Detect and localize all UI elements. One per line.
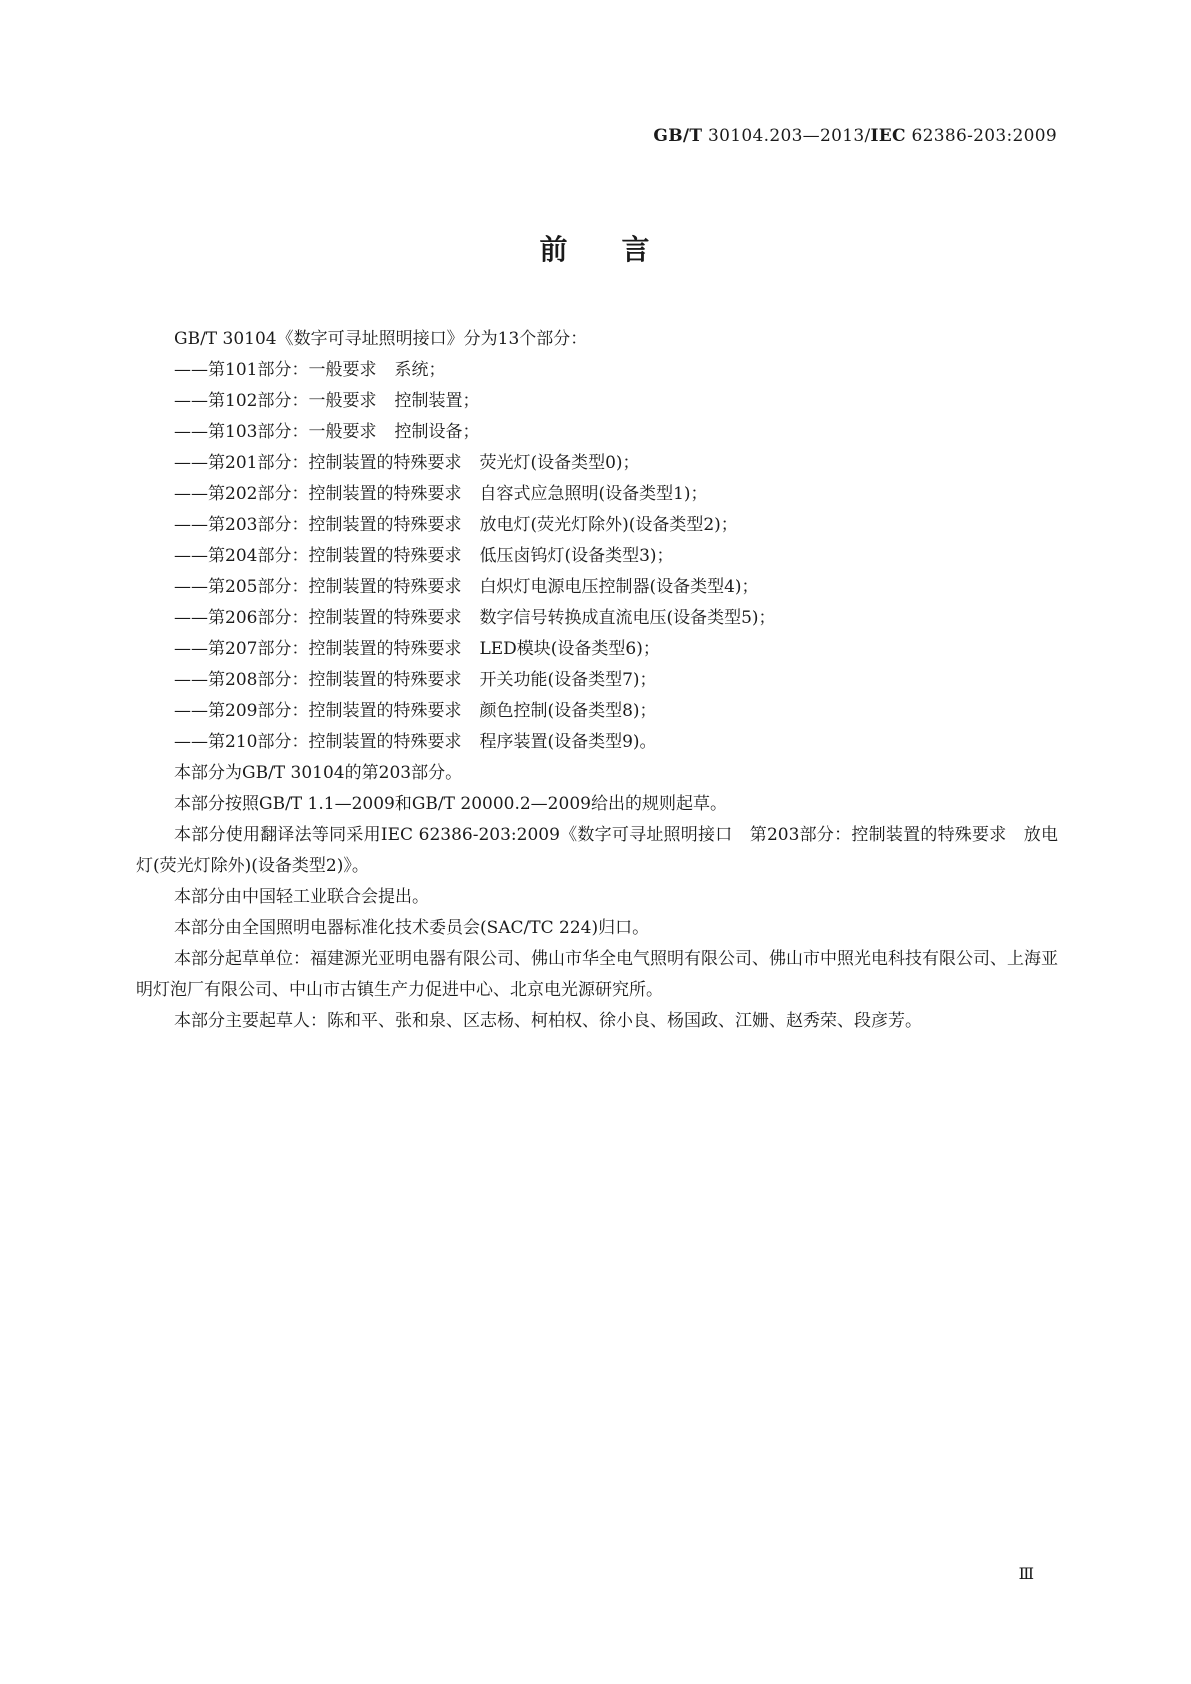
foreword-body xyxy=(136,324,1058,1037)
part-prefix: ——第103部分：一般要求 xyxy=(174,422,377,442)
paragraph-part-number: 本部分为GB/T 30104的第203部分。 xyxy=(174,763,463,783)
part-name: 白炽灯电源电压控制器(设备类型4)； xyxy=(479,577,759,597)
page-title xyxy=(0,228,1191,268)
part-item-210 xyxy=(136,727,1058,758)
paragraph-drafting-units: 本部分起草单位：福建源光亚明电器有限公司、佛山市华全电气照明有限公司、佛山市中照光电科技有限公司、上海亚明灯泡厂有限公司、中山市古镇生产力促进中心、北京电光源研究所。 xyxy=(136,949,1058,1000)
part-prefix: ——第210部分：控制装置的特殊要求 xyxy=(174,732,462,752)
part-name: 荧光灯(设备类型0)； xyxy=(479,453,640,473)
part-item-204 xyxy=(136,541,1058,572)
intro-line: GB/T 30104《数字可寻址照明接口》分为13个部分： xyxy=(174,329,588,349)
part-item-206 xyxy=(136,603,1058,634)
part-name: 系统； xyxy=(394,360,446,380)
part-prefix: ——第202部分：控制装置的特殊要求 xyxy=(174,484,462,504)
code-iec-main: 62386-203:2009 xyxy=(905,126,1057,146)
code-main: 30104.203—2013/ xyxy=(702,126,871,146)
part-item-205 xyxy=(136,572,1058,603)
part-name: 低压卤钨灯(设备类型3)； xyxy=(479,546,674,566)
part-prefix: ——第203部分：控制装置的特殊要求 xyxy=(174,515,462,535)
part-name: 开关功能(设备类型7)； xyxy=(479,670,657,690)
paragraph-drafting-rules: 本部分按照GB/T 1.1—2009和GB/T 20000.2—2009给出的规则起草。 xyxy=(174,794,727,814)
part-name: 程序装置(设备类型9)。 xyxy=(479,732,657,752)
part-prefix: ——第102部分：一般要求 xyxy=(174,391,377,411)
part-name: 数字信号转换成直流电压(设备类型5)； xyxy=(479,608,776,628)
part-item-101 xyxy=(136,355,1058,386)
part-prefix: ——第206部分：控制装置的特殊要求 xyxy=(174,608,462,628)
part-prefix: ——第205部分：控制装置的特殊要求 xyxy=(174,577,462,597)
code-prefix: GB/T xyxy=(653,126,703,146)
paragraph-drafters: 本部分主要起草人：陈和平、张和泉、区志杨、柯柏权、徐小良、杨国政、江姗、赵秀荣、段彦芳。 xyxy=(174,1011,922,1031)
part-prefix: ——第101部分：一般要求 xyxy=(174,360,377,380)
part-prefix: ——第201部分：控制装置的特殊要求 xyxy=(174,453,462,473)
part-item-102 xyxy=(136,386,1058,417)
part-name: 控制装置； xyxy=(394,391,480,411)
part-item-209 xyxy=(136,696,1058,727)
part-name: LED模块(设备类型6)； xyxy=(479,639,660,659)
part-name: 自容式应急照明(设备类型1)； xyxy=(479,484,708,504)
part-name: 颜色控制(设备类型8)； xyxy=(479,701,657,721)
title-char-2: 言 xyxy=(621,233,652,266)
part-name: 放电灯(荧光灯除外)(设备类型2)； xyxy=(479,515,738,535)
part-item-203 xyxy=(136,510,1058,541)
code-iec-prefix: IEC xyxy=(870,126,906,146)
part-prefix: ——第207部分：控制装置的特殊要求 xyxy=(174,639,462,659)
page-number: Ⅲ xyxy=(1018,1564,1034,1583)
document-code xyxy=(653,126,1057,146)
part-item-103 xyxy=(136,417,1058,448)
paragraph-committee: 本部分由全国照明电器标准化技术委员会(SAC/TC 224)归口。 xyxy=(174,918,650,938)
paragraph-proposer: 本部分由中国轻工业联合会提出。 xyxy=(174,887,429,907)
part-name: 控制设备； xyxy=(394,422,480,442)
part-item-208 xyxy=(136,665,1058,696)
part-item-207 xyxy=(136,634,1058,665)
part-prefix: ——第209部分：控制装置的特殊要求 xyxy=(174,701,462,721)
part-item-202 xyxy=(136,479,1058,510)
title-char-1: 前 xyxy=(539,233,570,266)
part-prefix: ——第204部分：控制装置的特殊要求 xyxy=(174,546,462,566)
paragraph-adoption: 本部分使用翻译法等同采用IEC 62386-203:2009《数字可寻址照明接口 第203部分：控制装置的特殊要求 放电灯(荧光灯除外)(设备类型2)》。 xyxy=(136,825,1058,876)
part-prefix: ——第208部分：控制装置的特殊要求 xyxy=(174,670,462,690)
part-item-201 xyxy=(136,448,1058,479)
